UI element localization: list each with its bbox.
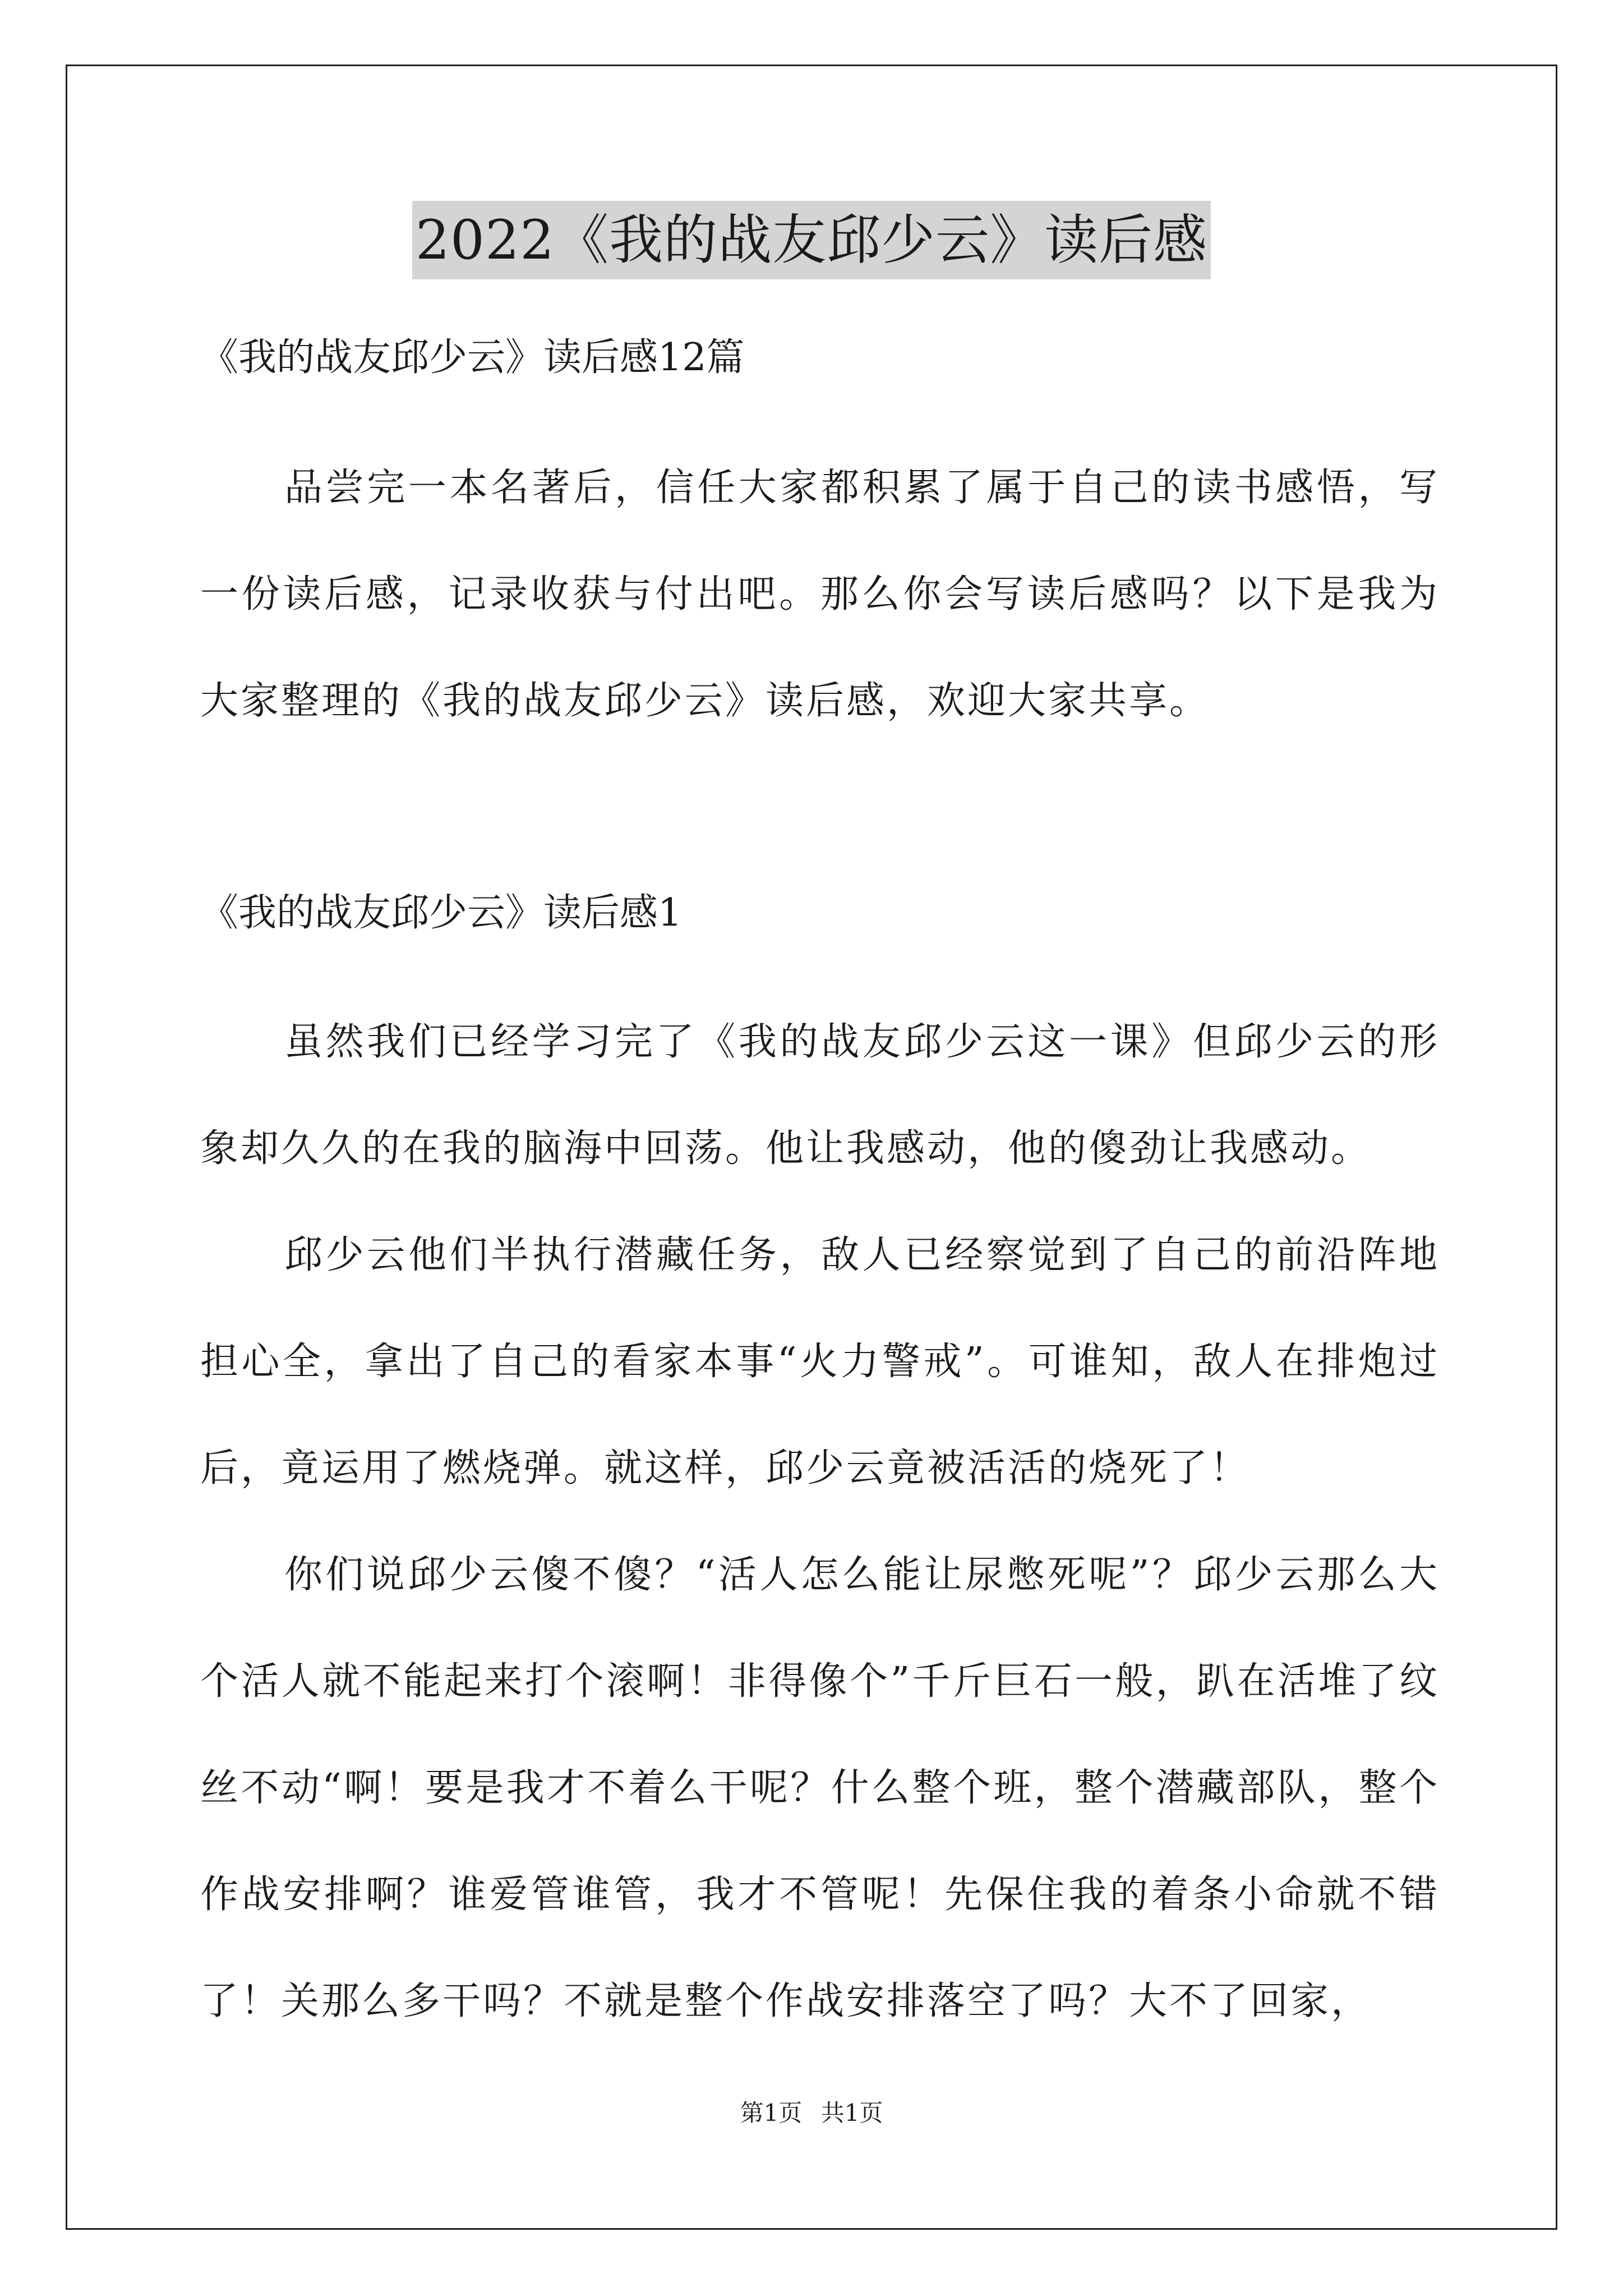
collection-heading: 《我的战友邱少云》读后感12篇 [200,335,745,380]
body-paragraph-3: 你们说邱少云傻不傻？“活人怎么能让尿憋死呢”？邱少云那么大个活人就不能起来打个滚啊！非得像个”千斤巨石一般，趴在活堆了纹丝不动“啊！要是我才不着么干呢？什么整个班，整个潜藏部队，整个作战安排啊？谁爱管谁管，我才不管呢！先保住我的着条小命就不错了！关那么多干吗？不就是整个作战安排落空了吗？大不了回家， [200,1553,1440,2023]
body-paragraph-1: 虽然我们已经学习完了《我的战友邱少云这一课》但邱少云的形象却久久的在我的脑海中回荡。他让我感动，他的傻劲让我感动。 [200,1020,1440,1171]
page-number: 第1页 [740,2099,803,2127]
document-title: 2022《我的战友邱少云》读后感 [412,201,1211,279]
body-paragraph-2: 邱少云他们半执行潜藏任务，敌人已经察觉到了自己的前沿阵地担心全，拿出了自己的看家本事“火力警戒”。可谁知，敌人在排炮过后，竟运用了燃烧弹。就这样，邱少云竟被活活的烧死了！ [200,1233,1440,1490]
title-container [0,201,1623,279]
intro-paragraph: 品尝完一本名著后，信任大家都积累了属于自己的读书感悟，写一份读后感，记录收获与付出吧。那么你会写读后感吗？以下是我为大家整理的《我的战友邱少云》读后感，欢迎大家共享。 [200,466,1440,723]
page-total: 共1页 [820,2099,883,2127]
section-heading: 《我的战友邱少云》读后感1 [200,891,683,935]
intro-block [200,435,1440,754]
body-block [200,989,1440,2055]
page-footer [0,2096,1623,2130]
